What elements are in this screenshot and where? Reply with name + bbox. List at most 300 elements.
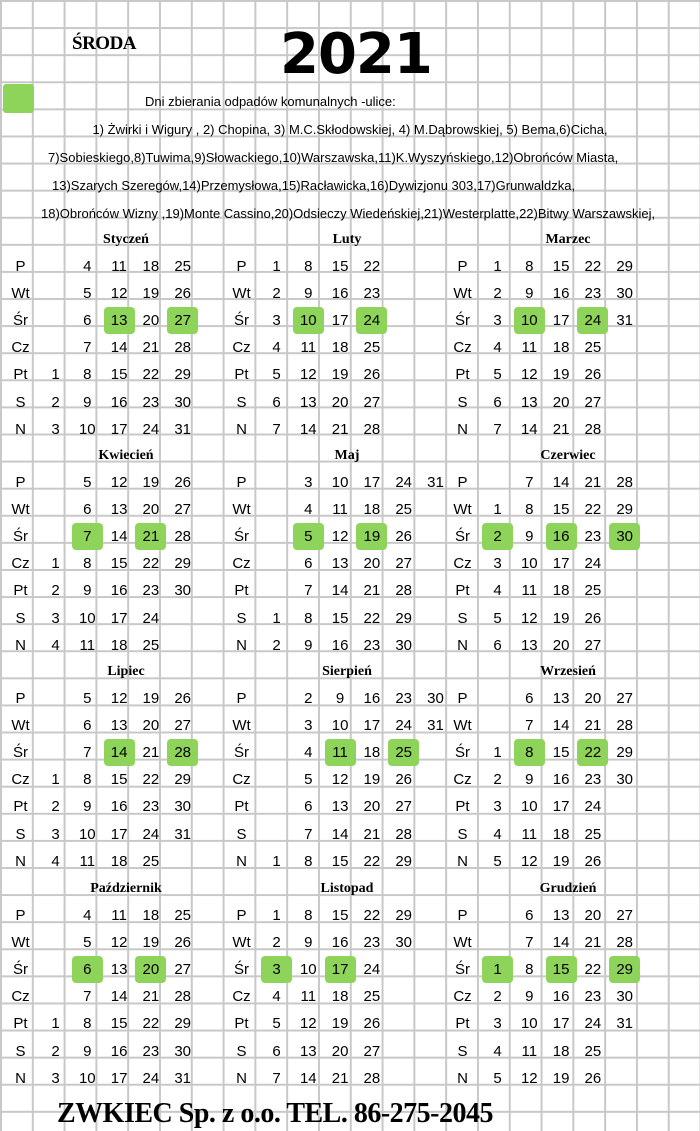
- calendar-day: 16: [552, 988, 570, 1006]
- calendar-day: 13: [299, 1042, 317, 1060]
- calendar-day: 14: [110, 339, 128, 357]
- weekday-label: N: [236, 852, 247, 870]
- calendar-day: 19: [552, 609, 570, 627]
- calendar-day: 6: [83, 501, 92, 519]
- calendar-day: 27: [395, 555, 413, 573]
- calendar-day: 28: [395, 825, 413, 843]
- calendar-day: 3: [51, 825, 60, 843]
- calendar-day: 29: [616, 501, 634, 519]
- calendar-day: 27: [174, 961, 192, 979]
- calendar-day: 11: [111, 907, 127, 924]
- legend-text: Dni zbierania odpadów komunalnych -ulice:: [145, 94, 396, 109]
- calendar-day: 13: [110, 501, 128, 519]
- weekday-label: Śr: [234, 528, 249, 546]
- calendar-day: 27: [395, 798, 413, 816]
- calendar-day: 15: [331, 609, 349, 627]
- calendar-day: 18: [331, 339, 349, 357]
- calendar-day: 6: [272, 393, 281, 411]
- collection-day: 20: [135, 956, 166, 983]
- calendar-day: 26: [174, 285, 192, 303]
- calendar-day: 14: [110, 988, 128, 1006]
- calendar-day: 8: [83, 555, 92, 573]
- calendar-day: 30: [174, 798, 192, 816]
- calendar-day: 27: [363, 393, 381, 411]
- calendar-day: 27: [363, 1042, 381, 1060]
- weekday-label: N: [236, 1069, 247, 1087]
- calendar-day: 1: [493, 501, 502, 519]
- calendar-day: 8: [83, 771, 92, 789]
- weekday-label: Cz: [453, 771, 472, 789]
- calendar-day: 16: [552, 285, 570, 303]
- calendar-day: 7: [525, 474, 534, 491]
- calendar-day: 24: [395, 717, 413, 735]
- calendar-day: 7: [83, 988, 92, 1006]
- calendar-day: 20: [552, 636, 570, 654]
- calendar-day: 30: [616, 771, 634, 789]
- calendar-day: 21: [584, 934, 602, 952]
- calendar-day: 3: [51, 1069, 60, 1087]
- calendar-day: 13: [331, 555, 349, 573]
- calendar-day: 9: [83, 1042, 92, 1060]
- weekday-label: P: [15, 690, 26, 707]
- collection-day: 10: [514, 307, 545, 334]
- calendar-day: 21: [584, 474, 602, 491]
- collection-day: 7: [72, 523, 103, 550]
- weekday-label: N: [15, 420, 26, 438]
- calendar-day: 28: [616, 934, 634, 952]
- weekday-label: Cz: [232, 339, 251, 357]
- calendar-day: 30: [395, 934, 413, 952]
- calendar-day: 20: [331, 393, 349, 411]
- weekday-label: S: [236, 825, 247, 843]
- weekday-label: P: [15, 907, 26, 924]
- weekday-label: Pt: [234, 798, 249, 816]
- calendar-day: 13: [552, 690, 570, 707]
- month-name: Kwiecień: [98, 448, 154, 463]
- calendar-day: 14: [552, 717, 570, 735]
- weekday-label: S: [457, 1042, 468, 1060]
- calendar-day: 9: [83, 798, 92, 816]
- calendar-day: 13: [110, 961, 128, 979]
- calendar-day: 18: [110, 852, 128, 870]
- calendar-day: 1: [51, 366, 60, 384]
- calendar-day: 20: [142, 501, 160, 519]
- calendar-day: 2: [51, 393, 60, 411]
- calendar-day: 31: [174, 420, 192, 438]
- calendar-day: 13: [520, 636, 538, 654]
- calendar-day: 3: [272, 312, 281, 330]
- weekday-label: Śr: [455, 961, 470, 979]
- weekday-label: P: [236, 474, 247, 491]
- calendar-day: 15: [110, 366, 128, 384]
- calendar-day: 5: [493, 609, 502, 627]
- calendar-day: 5: [272, 1015, 281, 1033]
- calendar-day: 24: [395, 474, 413, 491]
- calendar-day: 17: [552, 798, 570, 816]
- weekday-label: N: [236, 420, 247, 438]
- weekday-label: Cz: [11, 339, 30, 357]
- calendar-day: 10: [299, 961, 317, 979]
- calendar-day: 4: [304, 744, 313, 762]
- calendar-day: 20: [331, 1042, 349, 1060]
- calendar-day: 15: [110, 771, 128, 789]
- calendar-day: 30: [427, 690, 444, 707]
- calendar-day: 4: [272, 339, 281, 357]
- collection-day: 5: [293, 523, 324, 550]
- calendar-day: 11: [300, 339, 317, 357]
- calendar-day: 10: [78, 825, 96, 843]
- calendar-day: 1: [272, 609, 281, 627]
- weekday-label: S: [457, 393, 468, 411]
- month-name: Maj: [334, 448, 360, 463]
- calendar-day: 23: [395, 690, 413, 707]
- weekday-label: S: [236, 1042, 247, 1060]
- calendar-day: 21: [363, 582, 381, 600]
- calendar-day: 8: [83, 366, 92, 384]
- calendar-day: 2: [493, 285, 502, 303]
- calendar-day: 23: [584, 285, 602, 303]
- calendar-day: 1: [272, 907, 281, 924]
- calendar-day: 15: [110, 1015, 128, 1033]
- calendar-day: 31: [174, 1069, 192, 1087]
- weekday-label: Wt: [11, 934, 30, 952]
- calendar-day: 18: [363, 744, 381, 762]
- weekday-label: N: [457, 852, 468, 870]
- weekday-label: N: [15, 852, 26, 870]
- calendar-day: 30: [395, 636, 413, 654]
- collection-day: 11: [325, 739, 356, 766]
- collection-day: 14: [104, 739, 135, 766]
- calendar-day: 12: [520, 1069, 538, 1087]
- calendar-day: 28: [363, 420, 381, 438]
- weekday-label: Cz: [453, 339, 472, 357]
- weekday-label: Wt: [11, 717, 30, 735]
- calendar-day: 4: [304, 501, 313, 519]
- month-name: Lipiec: [107, 664, 145, 679]
- calendar-day: 23: [142, 582, 160, 600]
- calendar-day: 1: [493, 258, 502, 275]
- calendar-day: 1: [51, 771, 60, 789]
- calendar-day: 8: [304, 907, 313, 924]
- calendar-day: 12: [110, 285, 128, 303]
- calendar-day: 1: [493, 744, 502, 762]
- weekday-label: Pt: [13, 1015, 28, 1033]
- weekday-label: Śr: [13, 528, 28, 546]
- weekday-label: Cz: [11, 988, 30, 1006]
- calendar-day: 27: [616, 690, 634, 707]
- calendar-day: 19: [142, 690, 160, 707]
- calendar-day: 21: [142, 744, 160, 762]
- calendar-day: 4: [493, 825, 502, 843]
- calendar-day: 19: [552, 366, 570, 384]
- calendar-day: 4: [83, 907, 92, 924]
- weekday-label: Śr: [455, 744, 470, 762]
- calendar-day: 19: [142, 474, 160, 491]
- weekday-label: Cz: [232, 771, 251, 789]
- weekday-label: Pt: [455, 1015, 470, 1033]
- collection-day: 25: [388, 739, 419, 766]
- calendar-day: 22: [584, 961, 602, 979]
- collection-day: 27: [167, 307, 198, 334]
- calendar-day: 12: [520, 852, 538, 870]
- weekday-label: Wt: [232, 934, 251, 952]
- weekday-label: Śr: [13, 744, 28, 762]
- calendar-day: 30: [616, 285, 634, 303]
- calendar-day: 9: [304, 285, 313, 303]
- calendar-day: 4: [51, 852, 60, 870]
- calendar-day: 19: [331, 366, 349, 384]
- calendar-day: 12: [520, 366, 538, 384]
- calendar-day: 16: [110, 798, 128, 816]
- calendar-day: 9: [83, 393, 92, 411]
- calendar-day: 2: [51, 582, 60, 600]
- calendar-day: 28: [616, 474, 634, 491]
- calendar-day: 30: [174, 582, 192, 600]
- calendar-day: 2: [51, 798, 60, 816]
- calendar-day: 13: [299, 393, 317, 411]
- calendar-day: 5: [83, 690, 92, 707]
- collection-day: 28: [167, 739, 198, 766]
- calendar-day: 15: [331, 852, 349, 870]
- calendar-day: 31: [427, 474, 444, 491]
- calendar-day: 19: [552, 852, 570, 870]
- calendar-day: 14: [110, 528, 128, 546]
- calendar-day: 26: [584, 366, 602, 384]
- weekday-label: S: [15, 825, 26, 843]
- calendar-day: 25: [142, 636, 160, 654]
- calendar-day: 30: [174, 393, 192, 411]
- calendar-day: 8: [304, 852, 313, 870]
- calendar-day: 30: [174, 1042, 192, 1060]
- collection-day: 13: [104, 307, 135, 334]
- calendar-day: 31: [616, 1015, 634, 1033]
- calendar-day: 20: [552, 393, 570, 411]
- weekday-label: Śr: [13, 312, 28, 330]
- calendar-day: 19: [363, 771, 381, 789]
- collection-day-swatch: [3, 84, 34, 113]
- weekday-label: P: [457, 258, 468, 275]
- street-list-line: 13)Szarych Szeregów,14)Przemysłowa,15)Racławicka,16)Dywizjonu 303,17)Grunwaldzka,: [52, 178, 576, 193]
- calendar-day: 17: [363, 717, 381, 735]
- calendar-day: 22: [584, 501, 602, 519]
- calendar-day: 7: [525, 717, 534, 735]
- calendar-day: 29: [395, 609, 413, 627]
- calendar-day: 23: [142, 798, 160, 816]
- collection-day: 24: [577, 307, 608, 334]
- calendar-day: 29: [395, 852, 413, 870]
- calendar-day: 18: [142, 258, 160, 275]
- calendar-day: 10: [520, 1015, 538, 1033]
- calendar-day: 25: [142, 852, 160, 870]
- calendar-day: 6: [83, 717, 92, 735]
- month-name: Listopad: [320, 881, 374, 896]
- calendar-day: 1: [272, 852, 281, 870]
- month-name: Czerwiec: [540, 448, 596, 463]
- calendar-day: 16: [363, 690, 381, 707]
- weekday-label: Śr: [455, 312, 470, 330]
- calendar-day: 6: [272, 1042, 281, 1060]
- weekday-label: Śr: [234, 744, 249, 762]
- calendar-day: 9: [83, 582, 92, 600]
- calendar-day: 25: [584, 339, 602, 357]
- calendar-day: 22: [142, 771, 160, 789]
- calendar-day: 14: [331, 582, 349, 600]
- calendar-day: 15: [552, 258, 570, 275]
- calendar-day: 25: [174, 907, 192, 924]
- calendar-day: 13: [552, 907, 570, 924]
- calendar-day: 21: [142, 988, 160, 1006]
- calendar-day: 8: [304, 258, 313, 275]
- calendar-day: 6: [83, 312, 92, 330]
- calendar-day: 29: [616, 258, 634, 275]
- calendar-day: 9: [525, 528, 534, 546]
- calendar-day: 27: [174, 717, 192, 735]
- calendar-day: 15: [552, 501, 570, 519]
- calendar-day: 10: [520, 555, 538, 573]
- calendar-day: 10: [78, 1069, 96, 1087]
- calendar-day: 2: [493, 988, 502, 1006]
- calendar-day: 18: [110, 636, 128, 654]
- calendar-day: 23: [584, 771, 602, 789]
- month-name: Październik: [90, 881, 162, 896]
- collection-day: 8: [514, 739, 545, 766]
- calendar-day: 10: [331, 474, 349, 491]
- collection-day: 15: [546, 956, 577, 983]
- calendar-day: 8: [83, 1015, 92, 1033]
- weekday-label: P: [457, 474, 468, 491]
- calendar-day: 19: [331, 1015, 349, 1033]
- calendar-day: 20: [363, 555, 381, 573]
- collection-day: 2: [482, 523, 513, 550]
- calendar-day: 11: [332, 501, 348, 519]
- calendar-day: 14: [552, 934, 570, 952]
- weekday-label: P: [457, 907, 468, 924]
- calendar-day: 18: [331, 988, 349, 1006]
- calendar-day: 4: [51, 636, 60, 654]
- weekday-label: Wt: [232, 501, 251, 519]
- calendar-day: 24: [142, 1069, 160, 1087]
- calendar-day: 18: [142, 907, 160, 924]
- calendar-day: 3: [493, 555, 502, 573]
- calendar-day: 24: [584, 555, 602, 573]
- calendar-day: 11: [79, 636, 96, 654]
- month-name: Luty: [332, 232, 362, 247]
- calendar-day: 26: [584, 1069, 602, 1087]
- calendar-day: 19: [552, 1069, 570, 1087]
- weekday-label: N: [236, 636, 247, 654]
- calendar-day: 28: [584, 420, 602, 438]
- calendar-day: 28: [395, 582, 413, 600]
- calendar-day: 16: [552, 771, 570, 789]
- calendar-day: 7: [525, 934, 534, 952]
- calendar-day: 6: [493, 393, 502, 411]
- footer-contact: ZWKIEC Sp. z o.o. TEL. 86-275-2045: [57, 1098, 493, 1129]
- calendar-day: 3: [304, 717, 313, 735]
- calendar-day: 23: [363, 934, 381, 952]
- calendar-day: 2: [272, 285, 281, 303]
- weekday-label: P: [15, 258, 26, 275]
- calendar-day: 23: [363, 285, 381, 303]
- collection-day: 22: [577, 739, 608, 766]
- weekday-label: P: [457, 690, 468, 707]
- calendar-day: 28: [174, 339, 192, 357]
- calendar-day: 17: [110, 825, 128, 843]
- calendar-day: 8: [525, 501, 534, 519]
- calendar-day: 7: [304, 825, 313, 843]
- weekday-label: S: [457, 825, 468, 843]
- calendar-day: 14: [331, 825, 349, 843]
- weekday-label: S: [15, 609, 26, 627]
- month-name: Marzec: [545, 232, 591, 247]
- calendar-day: 17: [552, 1015, 570, 1033]
- calendar-day: 7: [83, 339, 92, 357]
- weekday-label: Wt: [232, 285, 251, 303]
- calendar-day: 3: [304, 474, 313, 491]
- collection-day: 24: [356, 307, 387, 334]
- calendar-day: 25: [395, 501, 413, 519]
- calendar-day: 13: [520, 393, 538, 411]
- street-list-line: 1) Żwirki i Wigury , 2) Chopina, 3) M.C.Skłodowskiej, 4) M.Dąbrowskiej, 5) Bema,6)Cicha,: [92, 122, 608, 137]
- calendar-day: 31: [616, 312, 634, 330]
- calendar-day: 17: [552, 312, 570, 330]
- calendar-day: 4: [493, 339, 502, 357]
- calendar-day: 27: [174, 501, 192, 519]
- weekday-label: Śr: [234, 961, 249, 979]
- calendar-day: 9: [335, 690, 345, 707]
- calendar-day: 25: [363, 339, 381, 357]
- weekday-label: Pt: [234, 366, 249, 384]
- calendar-day: 16: [331, 285, 349, 303]
- calendar-day: 4: [493, 1042, 502, 1060]
- weekday-label: S: [457, 609, 468, 627]
- calendar-day: 24: [142, 825, 160, 843]
- calendar-day: 4: [83, 258, 92, 275]
- calendar-day: 6: [525, 907, 534, 924]
- calendar-day: 22: [584, 258, 602, 275]
- calendar-day: 11: [521, 1042, 538, 1060]
- calendar-day: 15: [331, 258, 349, 275]
- calendar-day: 13: [110, 717, 128, 735]
- calendar-day: 21: [363, 825, 381, 843]
- calendar-day: 17: [363, 474, 381, 491]
- calendar-day: 29: [395, 907, 413, 924]
- calendar-day: 21: [584, 717, 602, 735]
- weekday-label: Wt: [453, 934, 472, 952]
- calendar-day: 5: [304, 771, 313, 789]
- calendar-day: 1: [272, 258, 281, 275]
- weekday-label: N: [457, 636, 468, 654]
- calendar-day: 8: [525, 961, 534, 979]
- street-list-line: 7)Sobieskiego,8)Tuwima,9)Słowackiego,10)Warszawska,11)K.Wyszyńskiego,12)Obrońców Miasta,: [48, 150, 619, 165]
- weekday-label: Cz: [453, 988, 472, 1006]
- calendar-day: 9: [304, 636, 313, 654]
- weekday-label: Pt: [234, 1015, 249, 1033]
- weekday-label: Śr: [13, 961, 28, 979]
- calendar-day: 9: [525, 988, 534, 1006]
- calendar-day: 23: [363, 636, 381, 654]
- calendar-day: 10: [331, 717, 349, 735]
- calendar-day: 5: [83, 474, 92, 491]
- calendar-day: 31: [427, 717, 444, 735]
- calendar-day: 11: [111, 258, 127, 275]
- weekday-label: N: [15, 636, 26, 654]
- calendar-day: 26: [584, 609, 602, 627]
- calendar-day: 23: [142, 1042, 160, 1060]
- weekday-label: Cz: [232, 555, 251, 573]
- weekday-label: Pt: [455, 366, 470, 384]
- collection-day: 17: [325, 956, 356, 983]
- weekday-label: Pt: [455, 582, 470, 600]
